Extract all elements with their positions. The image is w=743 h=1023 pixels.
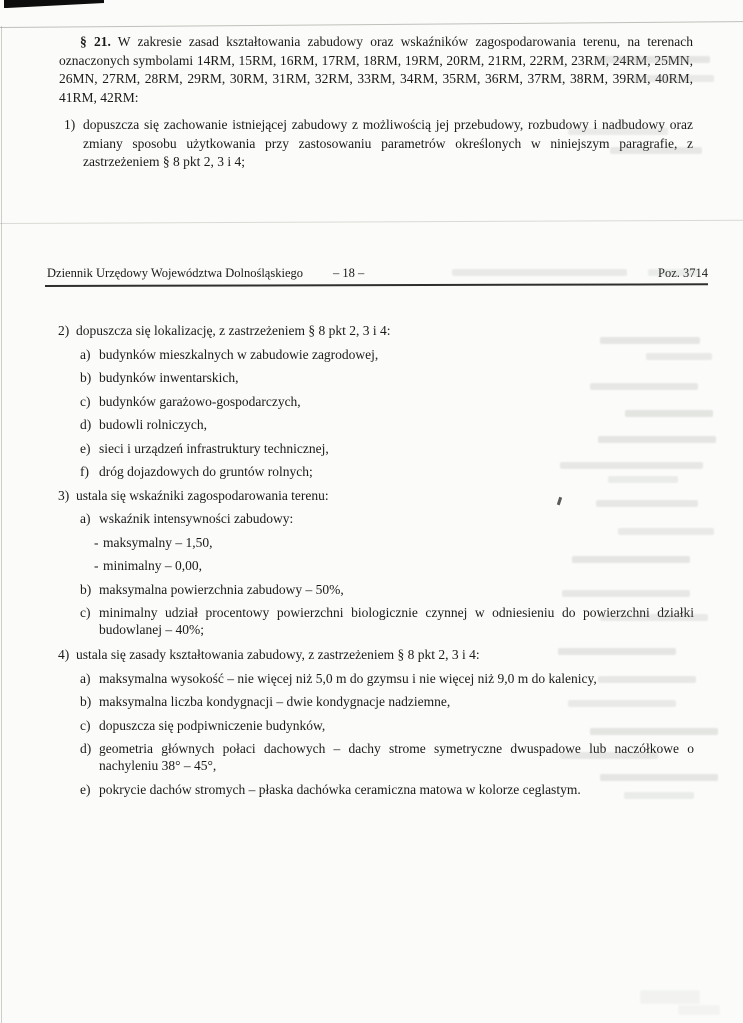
list-item-2b [80,369,694,386]
item-text: ustala się zasady kształtowania zabudowy, z zastrzeżeniem § 8 pkt 2, 3 i 4: [76,647,480,662]
item-text: dopuszcza się podpiwniczenie budynków, [99,717,326,733]
scan-black-mark [4,0,104,8]
list-item-1 [64,116,693,172]
paragraph-21-text: § 21. W zakresie zasad kształtowania zabudowy oraz wskaźników zagospodarowania terenu, na terenach oznaczonych symbolami 14RM, 15RM, 16RM, 17RM, 18RM, 19RM, 20RM, 21RM, 22RM, 23RM, 24RM, 25MN, 26MN, 27RM, 28RM, 29RM, 30RM, 31RM, 32RM, 33RM, 34RM, 35RM, 36RM, 37RM, 38RM, 39RM, 40RM, 41RM, 42RM: [59,34,694,105]
header-rule [45,283,708,287]
item-text: maksymalna powierzchnia zabudowy – 50%, [99,581,344,597]
list-item-4 [58,646,694,663]
list-item-2a [80,346,694,363]
list-item-2 [58,322,694,339]
page-edge-line-middle [0,220,743,224]
item-marker: 1) [64,117,76,132]
item-marker: f) [80,464,89,479]
document-body [58,322,694,804]
bleedthrough-mark [640,990,700,1004]
item-marker: e) [80,781,91,797]
item-marker: b) [80,581,92,597]
item-text: maksymalna liczba kondygnacji – dwie kondygnacje nadziemne, [99,694,451,709]
item-marker: 2) [58,323,70,338]
item-text: geometria głównych połaci dachowych – dachy strome symetryczne dwuspadowe lub naczółkowe o nachyleniu 38° – 45°, [99,741,694,773]
journal-title: Dziennik Urzędowy Województwa Dolnośląskiego [47,266,303,280]
list-item-3 [58,487,694,504]
journal-header [45,266,710,282]
dash-marker: - [94,558,99,573]
item-marker: c) [80,605,91,620]
list-item-3c [80,604,694,638]
item-text: wskaźnik intensywności zabudowy: [99,511,294,526]
list-item-3a-dash1 [94,534,694,551]
list-item-4c [80,717,694,734]
item-text: sieci i urządzeń infrastruktury technicznej, [99,440,329,456]
page-number: – 18 – [333,266,365,280]
list-item-4a [80,670,694,687]
list-item-2d [80,416,694,433]
item-marker: d) [80,741,92,756]
item-marker: c) [80,717,91,733]
item-marker: 4) [58,647,70,662]
dash-marker: - [94,534,99,550]
item-marker: a) [80,511,91,526]
item-text: pokrycie dachów stromych – płaska dachówka ceramiczna matowa w kolorze ceglastym. [99,781,581,797]
item-text: dopuszcza się zachowanie istniejącej zabudowy z możliwością jej przebudowy, rozbudowy i nadbudowy oraz zmiany sposobu użytkowania przy zastosowaniu parametrów określonych w niniejszym paragrafie, z zastrzeżeniem § 8 pkt 2, 3 i 4; [83,117,693,169]
paragraph-21-fragment [59,33,693,172]
paragraph-number: § 21. [80,34,111,49]
list-item-3a-dash2 [94,557,694,574]
item-text: dróg dojazdowych do gruntów rolnych; [99,464,313,479]
item-text: maksymalna wysokość – nie więcej niż 5,0 m do gzymsu i nie więcej niż 9,0 m do kalenicy, [99,670,597,686]
list-item-2f [80,463,694,480]
item-marker: a) [80,670,91,686]
item-text: budynków garażowo-gospodarczych, [99,393,301,409]
item-marker: c) [80,393,91,409]
bleedthrough-mark [678,1005,720,1015]
page-edge-line-left [1,26,2,1023]
item-text: budynków mieszkalnych w zabudowie zagrodowej, [99,346,379,362]
list-item-4d [80,740,694,774]
page-edge-line-top [0,21,743,28]
list-item-2e [80,440,694,457]
item-marker: 3) [58,487,70,503]
position-number: Poz. 3714 [658,266,708,280]
item-marker: a) [80,346,91,362]
item-text: dopuszcza się lokalizację, z zastrzeżeniem § 8 pkt 2, 3 i 4: [76,323,391,338]
list-item-3b [80,581,694,598]
list-item-4e [80,781,694,798]
item-marker: b) [80,370,92,385]
item-marker: b) [80,694,92,709]
item-text: minimalny – 0,00, [103,558,202,573]
item-text: budynków inwentarskich, [99,370,239,385]
item-text: maksymalny – 1,50, [103,534,213,550]
list-item-3a [80,510,694,527]
item-text: minimalny udział procentowy powierzchni biologicznie czynnej w odniesieniu do powierzchni działki budowlanej – 40%; [99,605,694,637]
item-text: budowli rolniczych, [99,417,207,432]
item-marker: e) [80,440,91,456]
item-text: ustala się wskaźniki zagospodarowania terenu: [76,487,329,503]
item-marker: d) [80,417,92,432]
list-item-4b [80,693,694,710]
list-item-2c [80,393,694,410]
